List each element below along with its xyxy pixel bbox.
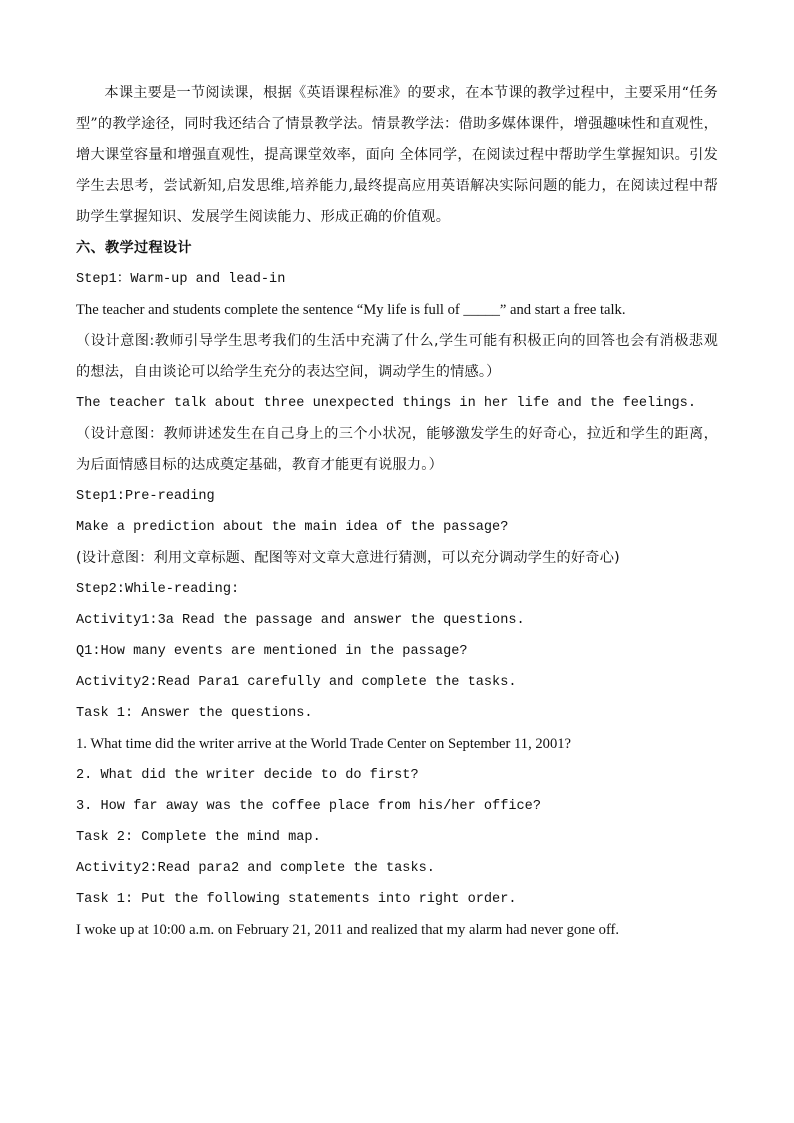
activity2-para1-text: Activity2:Read Para1 carefully and complete the tasks. bbox=[76, 675, 517, 690]
activity2-para2-text: Activity2:Read para2 and complete the tasks. bbox=[76, 861, 435, 876]
question2-text: 2. What did the writer decide to do first? bbox=[76, 768, 419, 783]
activity1-text: Activity1:3a Read the passage and answer the questions. bbox=[76, 613, 525, 628]
section-heading: 六、教学过程设计 bbox=[76, 240, 192, 256]
step2-whilereading-heading: Step2:While-reading: bbox=[76, 582, 240, 597]
teacher-talk-text: The teacher talk about three unexpected things in her life and the feelings. bbox=[76, 396, 696, 411]
intro-paragraph: 本课主要是一节阅读课，根据《英语课程标准》的要求，在本节课的教学过程中，主要采用“任务型”的教学途径，同时我还结合了情景教学法。情景教学法：借助多媒体课件，增强趣味性和直观性，增大课堂容量和增强直观性，提高课堂效率，面向 全体同学，在阅读过程中帮助学生掌握知识。引发学生去思考，尝试新知,启发思维,培养能力,最终提高应用英语解决实际问题的能力，在阅读过程中帮助学生掌握知识、发展学生阅读能力、形成正确的价值观。 bbox=[76, 85, 718, 225]
step1-prereading-heading: Step1:Pre-reading bbox=[76, 489, 215, 504]
prediction-design-note: (设计意图：利用文章标题、配图等对文章大意进行猜测，可以充分调动学生的好奇心) bbox=[76, 550, 620, 566]
warmup-design-note: （设计意图:教师引导学生思考我们的生活中充满了什么,学生可能有积极正向的回答也会有消极悲观的想法，自由谈论可以给学生充分的表达空间，调动学生的情感。） bbox=[76, 333, 718, 380]
q1-text: Q1:How many events are mentioned in the passage? bbox=[76, 644, 468, 659]
task1-order-text: Task 1: Put the following statements into right order. bbox=[76, 892, 517, 907]
statement-text: I woke up at 10:00 a.m. on February 21, 2011 and realized that my alarm had never gone off. bbox=[76, 922, 620, 938]
question3-text: 3. How far away was the coffee place from his/her office? bbox=[76, 799, 541, 814]
prediction-text: Make a prediction about the main idea of the passage? bbox=[76, 520, 509, 535]
question1-text: 1. What time did the writer arrive at the World Trade Center on September 11, 2001? bbox=[76, 736, 572, 752]
teacher-talk-design-note: （设计意图：教师讲述发生在自己身上的三个小状况，能够激发学生的好奇心，拉近和学生的距离，为后面情感目标的达成奠定基础，教育才能更有说服力。） bbox=[76, 426, 718, 473]
warmup-text: The teacher and students complete the sentence “My life is full of _____” and start a free talk. bbox=[76, 302, 626, 318]
step1-warmup-heading: Step1：Warm-up and lead-in bbox=[76, 272, 286, 287]
task2-mindmap-text: Task 2: Complete the mind map. bbox=[76, 830, 321, 845]
document-page bbox=[76, 78, 718, 946]
task1-answer-text: Task 1: Answer the questions. bbox=[76, 706, 313, 721]
